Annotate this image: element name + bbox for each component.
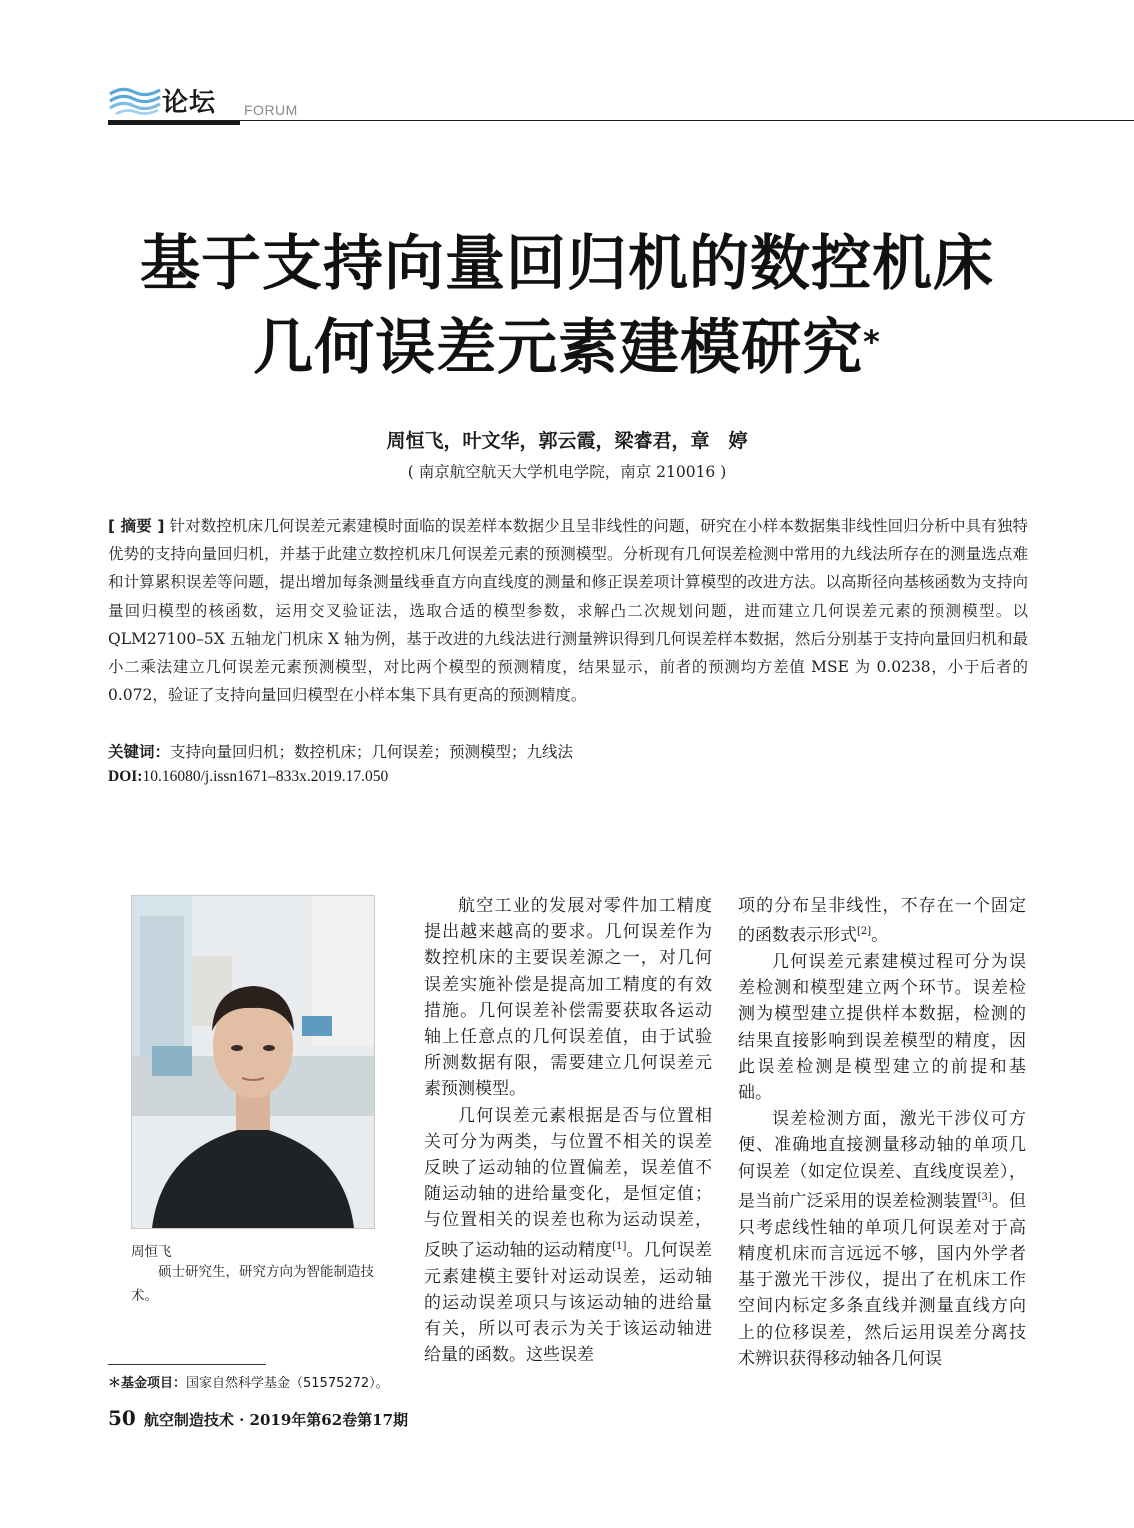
funding-text: 国家自然科学基金（51575272）。 — [186, 1376, 389, 1391]
section-title: 论坛 — [162, 88, 217, 118]
body-column-2 — [738, 893, 1026, 1372]
keywords-text: 支持向量回归机；数控机床；几何误差；预测模型；九线法 — [170, 743, 574, 761]
author-photo — [131, 895, 375, 1229]
header-rule-thin — [240, 120, 1134, 121]
abstract-text: 针对数控机床几何误差元素建模时面临的误差样本数据少且呈非线性的问题，研究在小样本数据集非线性回归分析中具有独特优势的支持向量回归机，并基于此建立数控机床几何误差元素的预测模型。分析现有几何误差检测中常用的九线法所存在的测量选点难和计算累积误差等问题，提出增加每条测量线垂直方向直线度的测量和修正误差项计算模型的改进方法。以高斯径向基核函数为支持向量回归模型的核函数，运用交叉验证法，选取合适的模型参数，求解凸二次规划问题，进而建立几何误差元素的预测模型。以 QLM27100–5X 五轴龙门机床 X 轴为例，基于改进的九线法进行测量辨识得到几何误差样本数据，然后分别基于支持向量回归机和最小二乘法建立几何误差元素预测模型，对比两个模型的预测精度，结果显示，前者的预测均方差值 MSE 为 0.0238，小于后者的 0.072，验证了支持向量回归模型在小样本集下具有更高的预测精度。 — [108, 517, 1028, 705]
citation-ref: [2] — [857, 926, 872, 938]
affiliation: ( 南京航空航天大学机电学院，南京 210016 ) — [407, 463, 727, 481]
funding-label: ＊基金项目： — [108, 1376, 187, 1391]
doi-label: DOI: — [108, 768, 143, 785]
keywords-label: 关键词： — [108, 743, 171, 761]
body-paragraph: 几何误差元素建模过程可分为误差检测和模型建立两个环节。误差检测为模型建立提供样本数据，检测的结果直接影响到误差模型的精度，因此误差检测是模型建立的前提和基础。 — [738, 952, 1026, 1104]
header-rule-thick — [108, 120, 240, 125]
keywords — [108, 740, 1028, 762]
citation-ref: [1] — [612, 1240, 627, 1252]
page-footer — [108, 1406, 408, 1430]
citation-ref: [3] — [977, 1191, 992, 1203]
title-line-1: 基于支持向量回归机的数控机床 — [140, 229, 994, 299]
bio-name: 周恒飞 — [131, 1244, 172, 1260]
funding-note — [108, 1372, 389, 1391]
abstract — [108, 512, 1028, 709]
section-subtitle: FORUM — [244, 102, 298, 118]
wave-logo-icon — [108, 86, 164, 116]
author-list: 周恒飞，叶文华，郭云霞，梁睿君，章 婷 — [386, 430, 748, 452]
title-footnote-mark: * — [863, 323, 881, 361]
page-number: 50 — [108, 1406, 136, 1430]
abstract-label: [ 摘要 ] — [108, 517, 165, 535]
bio-text: 硕士研究生，研究方向为智能制造技术。 — [131, 1264, 374, 1304]
doi-text: 10.16080/j.issn1671–833x.2019.17.050 — [142, 768, 389, 785]
body-paragraph: 项的分布呈非线性，不存在一个固定的函数表示形式[2]。 — [738, 896, 1026, 946]
body-paragraph: 几何误差元素根据是否与位置相关可分为两类，与位置不相关的误差反映了运动轴的位置偏差，误差值不随运动轴的进给量变化，是恒定值；与位置相关的误差也称为运动误差，反映了运动轴的运动精度[1]。几何误差元素建模主要针对运动误差，运动轴的运动误差项只与该运动轴的进给量有关，所以可表示为关于该运动轴进给量的函数。这些误差 — [424, 1105, 713, 1366]
footnote-rule — [108, 1364, 266, 1365]
section-header — [108, 80, 1134, 126]
article-title — [60, 222, 1074, 390]
body-column-1 — [424, 893, 712, 1368]
journal-info: 航空制造技术 · 2019年第62卷第17期 — [143, 1411, 409, 1429]
doi — [108, 768, 1028, 786]
body-paragraph: 误差检测方面，激光干涉仪可方便、准确地直接测量移动轴的单项几何误差（如定位误差、直线度误差），是当前广泛采用的误差检测装置[3]。但只考虑线性轴的单项几何误差对于高精度机床而言远远不够，国内外学者基于激光干涉仪，提出了在机床工作空间内标定多条直线并测量直线方向上的位移误差，然后运用误差分离技术辨识获得移动轴各几何误 — [738, 1109, 1027, 1369]
body-paragraph: 航空工业的发展对零件加工精度提出越来越高的要求。几何误差作为数控机床的主要误差源之一，对几何误差实施补偿是提高加工精度的有效措施。几何误差补偿需要获取各运动轴上任意点的几何误差值，由于试验所测数据有限，需要建立几何误差元素预测模型。 — [424, 896, 712, 1100]
title-line-2: 几何误差元素建模研究* — [253, 313, 881, 383]
